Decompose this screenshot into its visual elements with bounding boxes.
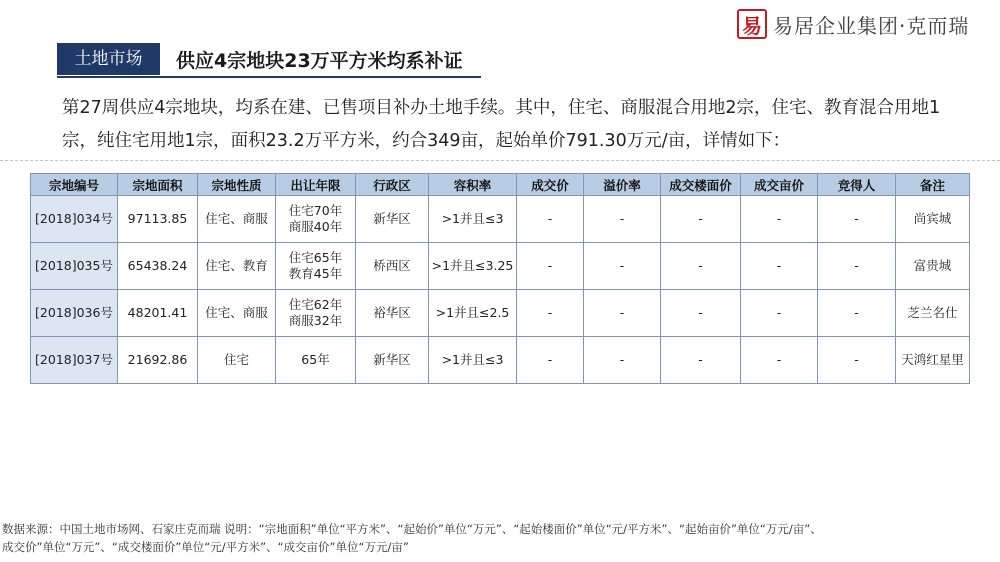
land-supply-table <box>30 173 970 384</box>
parcel-district: 新华区 <box>356 337 429 384</box>
source-note-line: 数据来源：中国土地市场网、石家庄克而瑞 说明：“宗地面积”单位“平方米”、“起始价”单位“万元”、“起始楼面价”单位“元/平方米”、“起始亩价”单位“万元/亩”、 <box>2 522 822 536</box>
note: 富贵城 <box>896 243 970 290</box>
section-tag: 土地市场 <box>57 43 160 75</box>
header-cell: 行政区 <box>356 174 429 196</box>
term-line: 教育45年 <box>288 266 343 281</box>
parcel-term <box>276 290 356 337</box>
floor-price: - <box>661 243 741 290</box>
term-line: 商服32年 <box>288 313 343 328</box>
header-cell: 宗地性质 <box>198 174 276 196</box>
table-row <box>31 337 970 384</box>
floor-price: - <box>661 337 741 384</box>
winner: - <box>818 196 896 243</box>
term-line: 住宅70年 <box>288 203 343 218</box>
table-row <box>31 290 970 337</box>
header-cell: 成交价 <box>517 174 584 196</box>
mu-price: - <box>741 196 818 243</box>
header-cell: 成交楼面价 <box>661 174 741 196</box>
premium-rate: - <box>584 243 661 290</box>
mu-price: - <box>741 290 818 337</box>
table-header-row <box>31 174 970 196</box>
header-cell: 容积率 <box>429 174 517 196</box>
parcel-term <box>276 196 356 243</box>
term-line: 65年 <box>301 352 330 367</box>
header-cell: 出让年限 <box>276 174 356 196</box>
note: 天鸿红星里 <box>896 337 970 384</box>
deal-price: - <box>517 196 584 243</box>
term-line: 住宅62年 <box>288 297 343 312</box>
parcel-district: 裕华区 <box>356 290 429 337</box>
header-cell: 成交亩价 <box>741 174 818 196</box>
parcel-district: 桥西区 <box>356 243 429 290</box>
deal-price: - <box>517 290 584 337</box>
slide-header <box>57 43 463 75</box>
parcel-far: >1并且≤3 <box>429 196 517 243</box>
deal-price: - <box>517 243 584 290</box>
parcel-code: [2018]036号 <box>31 290 118 337</box>
premium-rate: - <box>584 337 661 384</box>
premium-rate: - <box>584 290 661 337</box>
deal-price: - <box>517 337 584 384</box>
premium-rate: - <box>584 196 661 243</box>
parcel-area: 21692.86 <box>118 337 198 384</box>
parcel-code: [2018]034号 <box>31 196 118 243</box>
parcel-nature: 住宅 <box>198 337 276 384</box>
mu-price: - <box>741 337 818 384</box>
source-note-line: 成交价”单位“万元”、“成交楼面价”单位“元/平方米”、“成交亩价”单位“万元/亩” <box>2 540 409 554</box>
winner: - <box>818 243 896 290</box>
slide-title: 供应4宗地块23万平方米均系补证 <box>176 49 463 72</box>
table-row <box>31 243 970 290</box>
dashed-divider <box>0 160 1000 161</box>
parcel-code: [2018]037号 <box>31 337 118 384</box>
parcel-term <box>276 337 356 384</box>
title-underline <box>57 76 481 78</box>
logo-mark-icon: 易 <box>737 9 767 39</box>
intro-paragraph: 第27周供应4宗地块，均系在建、已售项目补办土地手续。其中，住宅、商服混合用地2宗，住宅、教育混合用地1宗，纯住宅用地1宗，面积23.2万平方米，约合349亩，起始单价791.30万元/亩，详情如下： <box>62 98 941 151</box>
floor-price: - <box>661 196 741 243</box>
parcel-area: 65438.24 <box>118 243 198 290</box>
parcel-code: [2018]035号 <box>31 243 118 290</box>
parcel-nature: 住宅、商服 <box>198 290 276 337</box>
winner: - <box>818 290 896 337</box>
term-line: 住宅65年 <box>288 250 343 265</box>
parcel-area: 48201.41 <box>118 290 198 337</box>
parcel-area: 97113.85 <box>118 196 198 243</box>
parcel-far: >1并且≤3.25 <box>429 243 517 290</box>
parcel-far: >1并且≤2.5 <box>429 290 517 337</box>
header-cell: 竞得人 <box>818 174 896 196</box>
table-row <box>31 196 970 243</box>
header-cell: 溢价率 <box>584 174 661 196</box>
mu-price: - <box>741 243 818 290</box>
company-logo <box>737 9 969 39</box>
floor-price: - <box>661 290 741 337</box>
winner: - <box>818 337 896 384</box>
parcel-term <box>276 243 356 290</box>
parcel-nature: 住宅、商服 <box>198 196 276 243</box>
header-cell: 宗地编号 <box>31 174 118 196</box>
parcel-district: 新华区 <box>356 196 429 243</box>
header-cell: 宗地面积 <box>118 174 198 196</box>
source-note <box>2 520 997 556</box>
term-line: 商服40年 <box>288 219 343 234</box>
parcel-far: >1并且≤3 <box>429 337 517 384</box>
note: 尚宾城 <box>896 196 970 243</box>
parcel-nature: 住宅、教育 <box>198 243 276 290</box>
header-cell: 备注 <box>896 174 970 196</box>
note: 芝兰名仕 <box>896 290 970 337</box>
logo-text: 易居企业集团·克而瑞 <box>773 13 970 38</box>
